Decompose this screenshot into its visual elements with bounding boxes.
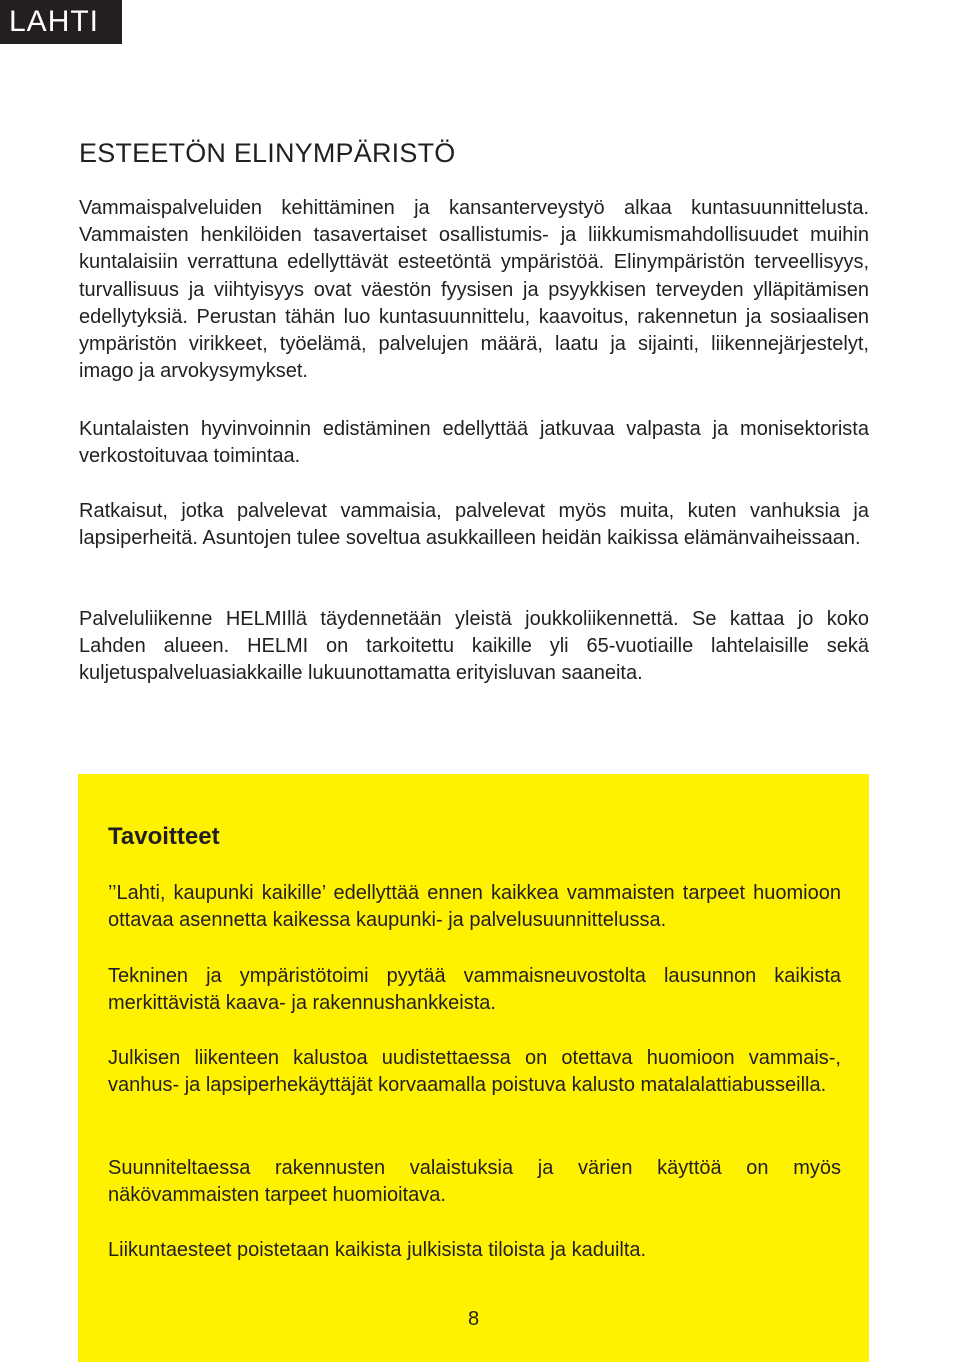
goal-item: Liikuntaesteet poistetaan kaikista julkisista tiloista ja kaduilta. (108, 1239, 647, 1261)
body-paragraph-helmi-service: Palveluliikenne HELMIllä täydennetään yleistä joukkoliikennettä. Se kattaa jo koko Lahden alueen. HELMI on tarkoitettu kaikille yli 65-vuotiaille lahtelaisille sekä kuljetuspalveluasiakkaille lukuunottamatta erityisluvan saaneita. (79, 608, 869, 685)
body-paragraph-solutions: Ratkaisut, jotka palvelevat vammaisia, palvelevat myös muita, kuten vanhuksia ja lapsiperheitä. Asuntojen tulee soveltua asukkailleen heidän kaikissa elämänvaiheissaan. (79, 500, 869, 550)
body-paragraph-accessibility-planning: Vammaispalveluiden kehittäminen ja kansanterveystyö alkaa kuntasuunnittelusta. Vammaisten henkilöiden tasavertaiset osallistumis- ja liikkumismahdollisuudet muihin kuntalaisiin verrattuna edellyttävät esteetöntä ympäristöä. Elinympäristön terveellisyys, turvallisuus ja viihtyisyys ovat väestön fyysisen ja psyykkisen terveyden ylläpitämisen edellytyksiä. Perustan tähän luo kuntasuunnittelu, kaavoitus, rakennetun ja sosiaalisen ympäristön virikkeet, työelämä, palvelujen määrä, laatu ja sijainti, liikennejärjestelyt, imago ja arvokysymykset. (79, 197, 869, 383)
body-paragraph-wellbeing: Kuntalaisten hyvinvoinnin edistäminen edellyttää jatkuvaa valpasta ja monisektorista verkostoituvaa toimintaa. (79, 418, 869, 468)
goal-item: ’’Lahti, kaupunki kaikille’ edellyttää ennen kaikkea vammaisten tarpeet huomioon ottavaa asennetta kaikessa kaupunki- ja palvelusuunnittelussa. (108, 882, 841, 932)
goal-item: Julkisen liikenteen kalustoa uudistettaessa on otettava huomioon vammais-, vanhus- ja lapsiperhekäyttäjät korvaamalla poistuva kalusto matalalattiabusseilla. (108, 1047, 841, 1097)
page-title: ESTEETÖN ELINYMPÄRISTÖ (79, 138, 456, 168)
lahti-logo (0, 0, 122, 44)
goals-title: Tavoitteet (108, 823, 220, 850)
goal-item: Tekninen ja ympäristötoimi pyytää vammaisneuvostolta lausunnon kaikista merkittävistä kaava- ja rakennushankkeista. (108, 965, 841, 1015)
goal-item: Suunniteltaessa rakennusten valaistuksia ja värien käyttöä on myös näkövammaisten tarpeet huomioitava. (108, 1157, 841, 1207)
goals-box (78, 774, 869, 1362)
logo-text: LAHTI (9, 5, 100, 38)
page-number: 8 (467, 1308, 480, 1330)
